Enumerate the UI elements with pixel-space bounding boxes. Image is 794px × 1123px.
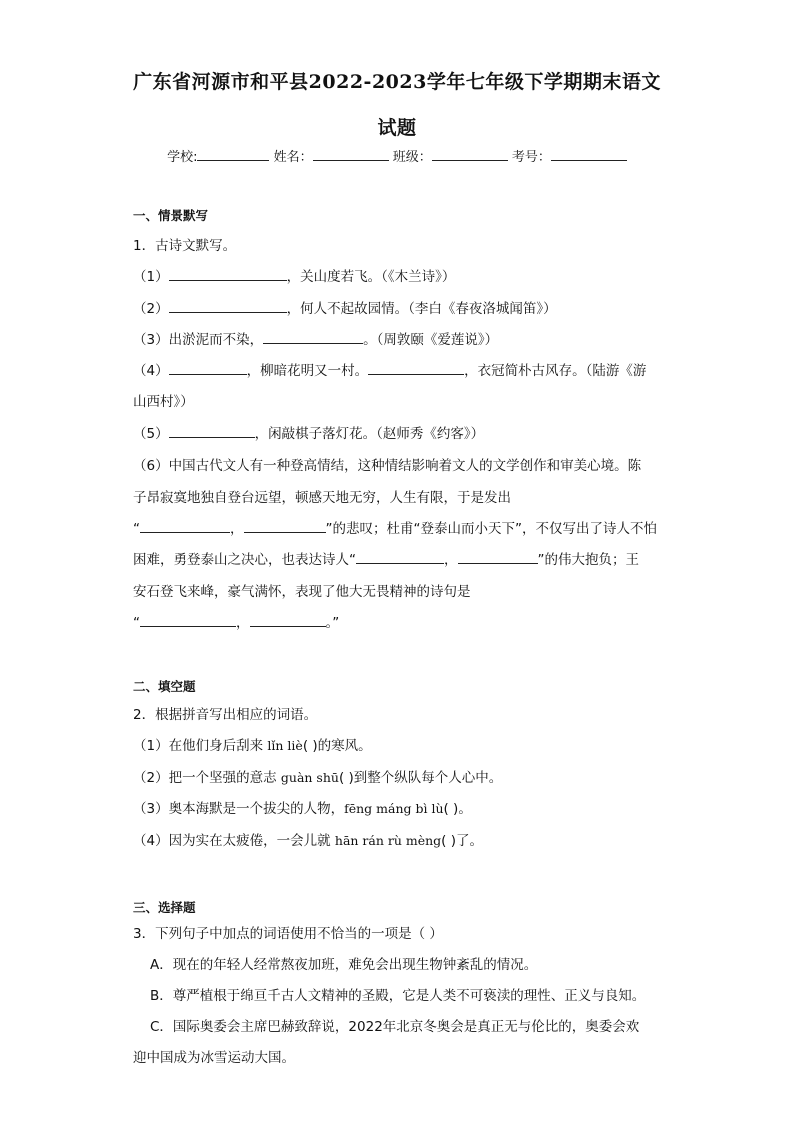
q1-item-3: [133, 328, 498, 348]
item-text: ，闲敲棋子落灯花。（赵师秀《约客》）: [254, 426, 485, 442]
answer-parens[interactable]: ( )到整个纵队每个人心中。: [338, 770, 503, 786]
answer-blank[interactable]: [140, 518, 230, 533]
q1-item-4: [133, 359, 646, 379]
answer-blank[interactable]: [250, 612, 326, 627]
pinyin: guàn shū: [280, 770, 339, 785]
q1-item-6-line-1: （6）中国古代文人有一种登高情结，这种情结影响着文人的文学创作和审美心境。陈: [133, 458, 642, 474]
q1-item-5: [133, 422, 484, 442]
question-1-stem: 1．古诗文默写。: [133, 238, 237, 254]
pinyin: fēng máng bì lù: [344, 801, 444, 816]
q2-item-3: [133, 797, 472, 817]
item-number: （4）: [133, 363, 169, 379]
item-text: （4）因为实在太疲倦，一会儿就: [133, 833, 331, 849]
q2-item-1: [133, 734, 372, 754]
answer-blank[interactable]: [458, 549, 538, 564]
answer-blank[interactable]: [244, 518, 326, 533]
q1-item-2: [133, 297, 557, 317]
section-heading-2: 二、填空题: [133, 679, 196, 694]
item-text: ，何人不起故园情。（李白《春夜洛城闻笛》）: [286, 301, 557, 317]
student-info-row: [0, 146, 794, 165]
pinyin: lǐn liè: [267, 738, 303, 753]
class-label: 班级：: [392, 150, 432, 165]
item-text: （3）奥本海默是一个拔尖的人物，: [133, 801, 345, 817]
item-number: （2）: [133, 301, 169, 317]
section-heading-3: 三、选择题: [133, 900, 196, 915]
answer-blank[interactable]: [356, 549, 444, 564]
item-text: （2）把一个坚强的意志: [133, 770, 277, 786]
answer-blank[interactable]: [263, 329, 363, 344]
school-blank[interactable]: [197, 147, 269, 161]
exam-title-line-2: 试题: [377, 117, 417, 139]
q2-item-2: [133, 766, 502, 786]
answer-blank[interactable]: [368, 360, 464, 375]
q1-item-6-line-2: 子昂寂寞地独自登台远望，顿感天地无穷，人生有限，于是发出: [133, 490, 511, 506]
pinyin: hān rán rù mèng: [334, 833, 442, 848]
q1-item-6-line-6: [133, 611, 339, 631]
comma: ，: [236, 615, 250, 631]
option-a[interactable]: A．现在的年轻人经常熬夜加班，难免会出现生物钟紊乱的情况。: [150, 957, 538, 973]
answer-blank[interactable]: [169, 266, 287, 281]
answer-blank[interactable]: [169, 298, 287, 313]
school-label: 学校:: [167, 150, 198, 165]
item-text: 。（周敦颐《爱莲说》）: [363, 332, 499, 348]
item-text: ，衣冠简朴古风存。（陆游《游: [464, 363, 647, 379]
name-label: 姓名：: [273, 150, 313, 165]
name-blank[interactable]: [313, 147, 389, 161]
comma: ，: [444, 552, 458, 568]
q1-item-6-line-3: [133, 517, 657, 537]
item-text: 困难，勇登泰山之决心，也表达诗人“: [133, 552, 356, 568]
option-c-line-2: 迎中国成为冰雪运动大国。: [133, 1050, 295, 1066]
answer-blank[interactable]: [140, 612, 236, 627]
q1-item-6-line-4: [133, 548, 639, 568]
item-number: （1）: [133, 269, 169, 285]
answer-blank[interactable]: [169, 360, 247, 375]
option-b[interactable]: B．尊严植根于绵亘千古人文精神的圣殿，它是人类不可亵渎的理性、正义与良知。: [150, 988, 646, 1004]
q1-item-1: [133, 265, 455, 285]
item-text: （1）在他们身后刮来: [133, 738, 264, 754]
item-number: （5）: [133, 426, 169, 442]
item-text: ，柳暗花明又一村。: [246, 363, 369, 379]
class-blank[interactable]: [432, 147, 508, 161]
q1-item-6-line-5: 安石登飞来峰，豪气满怀，表现了他大无畏精神的诗句是: [133, 584, 471, 600]
exam-number-blank[interactable]: [551, 147, 627, 161]
answer-parens[interactable]: ( )。: [443, 801, 472, 817]
section-heading-1: 一、情景默写: [133, 208, 209, 223]
quote-mark: “: [133, 615, 140, 631]
question-3-stem: 3．下列句子中加点的词语使用不恰当的一项是（ ）: [133, 926, 443, 942]
item-text: 。”: [325, 615, 340, 631]
answer-blank[interactable]: [169, 423, 255, 438]
item-text: ”的伟大抱负；王: [537, 552, 639, 568]
item-text: ”的悲叹；杜甫“登泰山而小天下”，不仅写出了诗人不怕: [325, 521, 657, 537]
exam-title-line-1: 广东省河源市和平县2022-2023学年七年级下学期期末语文: [133, 71, 661, 93]
q2-item-4: [133, 829, 483, 849]
question-2-stem: 2．根据拼音写出相应的词语。: [133, 707, 318, 723]
quote-mark: “: [133, 521, 140, 537]
exam-number-label: 考号：: [511, 150, 551, 165]
item-text: ，关山度若飞。（《木兰诗》）: [286, 269, 456, 285]
answer-parens[interactable]: ( )的寒风。: [302, 738, 372, 754]
item-text: （3）出淤泥而不染，: [133, 332, 264, 348]
answer-parens[interactable]: ( )了。: [441, 833, 483, 849]
q1-item-4-line-2: 山西村》）: [133, 394, 194, 410]
comma: ，: [230, 521, 244, 537]
option-c-line-1[interactable]: C．国际奥委会主席巴赫致辞说，2022年北京冬奥会是真正无与伦比的，奥委会欢: [150, 1019, 640, 1035]
